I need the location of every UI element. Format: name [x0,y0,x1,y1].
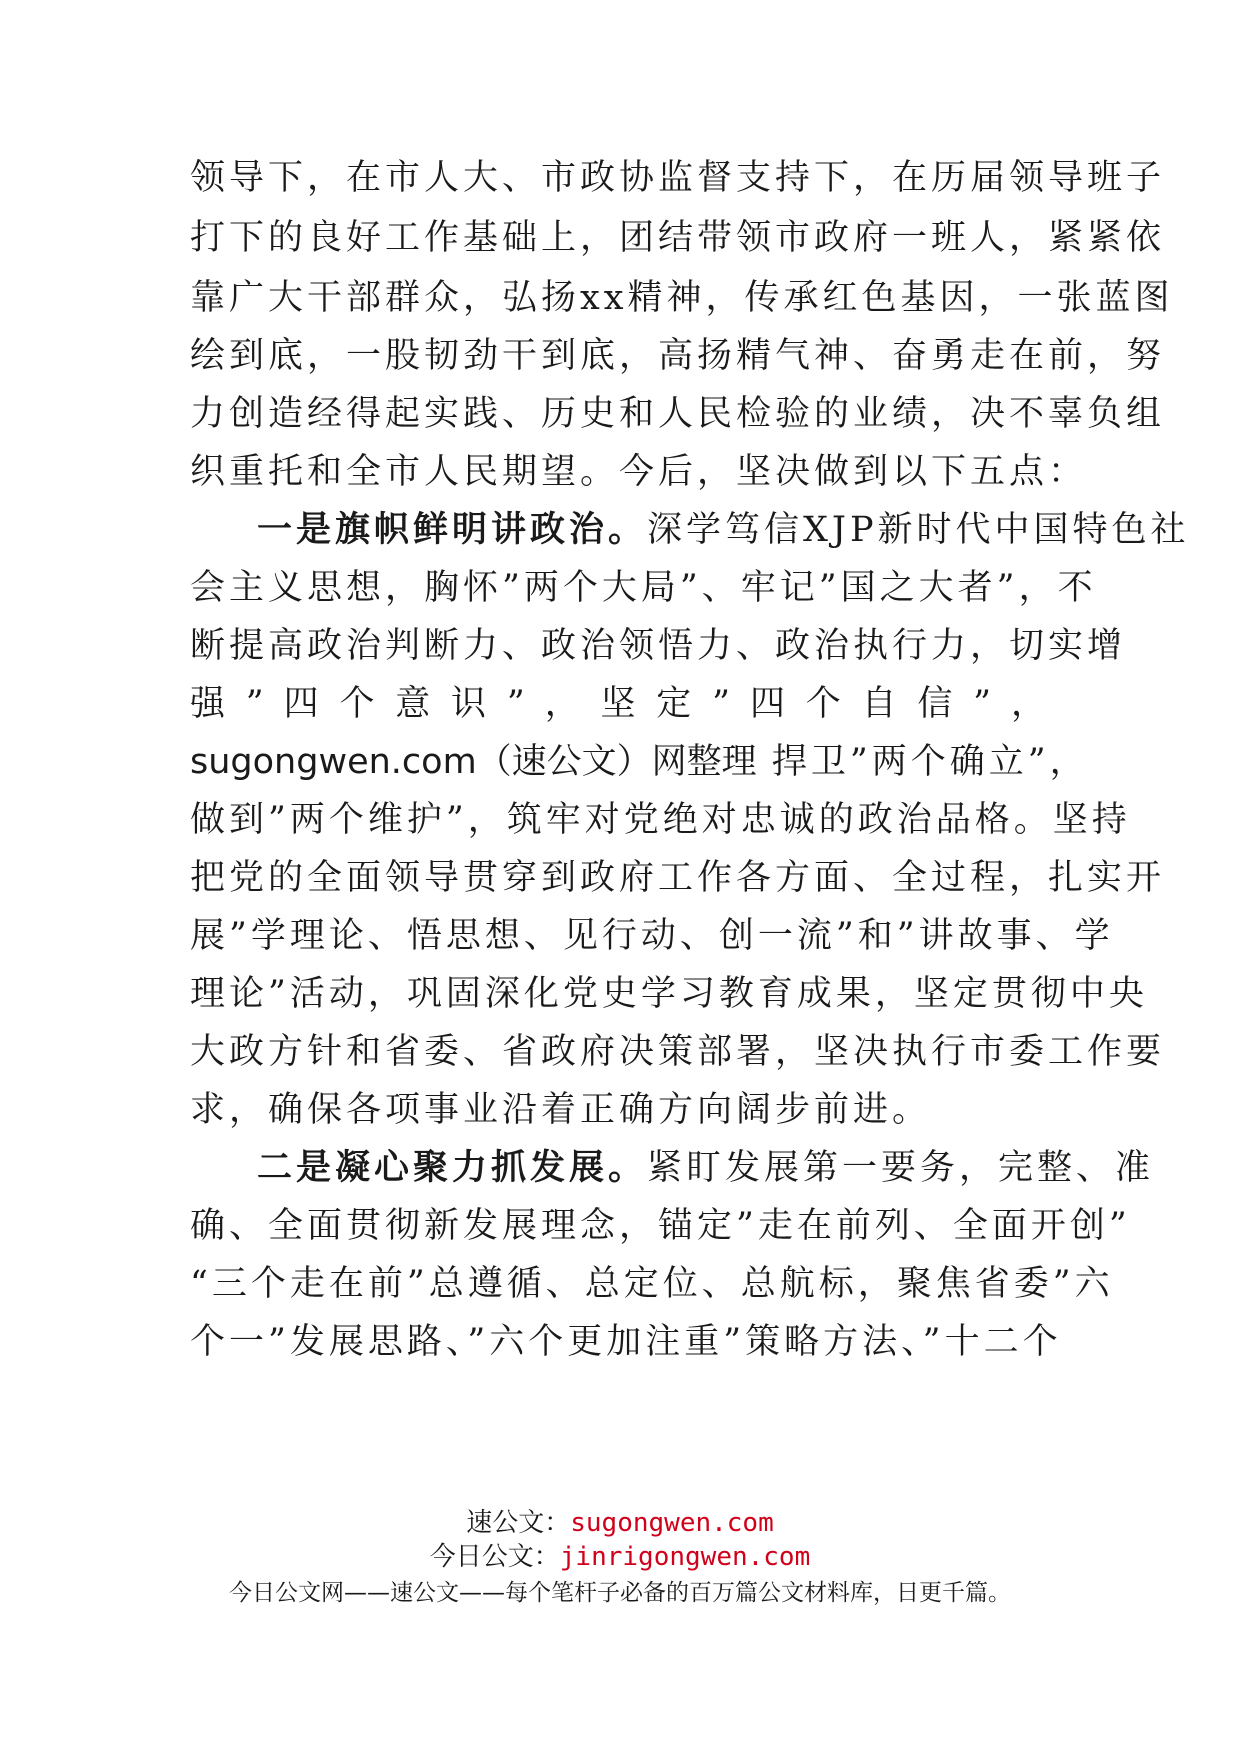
body-line: 力创造经得起实践、历史和人民检验的业绩，决不辜负组 [190,394,1166,434]
body-line: 断提高政治判断力、政治领悟力、政治执行力，切实增 [190,626,1127,666]
body-line: 强 ” 四 个 意 识 ” ， 坚 定 ” 四 个 自 信 ” ， [190,684,1050,724]
footer-line-2 [0,1540,1240,1574]
body-text: 捍卫”两个确立”， [771,742,1089,782]
watermark-line [190,740,1089,784]
body-line: “三个走在前”总遵循、总定位、总航标，聚焦省委”六 [190,1264,1114,1304]
footer-label: 今日公文： [429,1542,560,1572]
footer-label: 速公文： [466,1508,571,1538]
body-line: 织重托和全市人民期望。今后，坚决做到以下五点： [190,452,1088,492]
body-line: 会主义思想，胸怀”两个大局”、牢记”国之大者”，不 [190,568,1097,608]
inline-watermark: sugongwen.com（速公文）网整理 [190,742,757,782]
body-line: 确、全面贯彻新发展理念，锚定”走在前列、全面开创” [190,1206,1131,1246]
body-line: 大政方针和省委、省政府决策部署，坚决执行市委工作要 [190,1032,1166,1072]
footer-line-1 [0,1506,1240,1540]
body-text: 紧盯发展第一要务，完整、准 [647,1148,1155,1188]
body-line: 绘到底，一股韧劲干到底，高扬精气神、奋勇走在前，努 [190,336,1166,376]
point2-heading: 二是凝心聚力抓发展。 [257,1147,648,1188]
body-line: 理论”活动，巩固深化党史学习教育成果，坚定贯彻中央 [190,974,1148,1014]
body-text: 深学笃信XJP新时代中国特色社 [647,510,1190,550]
body-line: 做到”两个维护”，筑牢对党绝对忠诚的政治品格。坚持 [190,800,1131,840]
body-line: 个一”发展思路、”六个更加注重”策略方法、”十二个 [190,1322,1062,1362]
body-line: 领导下，在市人大、市政协监督支持下，在历届领导班子 [190,158,1166,198]
footer-url-link[interactable]: sugongwen.com [570,1508,774,1538]
body-line: 展”学理论、悟思想、见行动、创一流”和”讲故事、学 [190,916,1114,956]
point2-first-line [257,1146,1155,1190]
body-line: 打下的良好工作基础上，团结带领市政府一班人，紧紧依 [190,218,1166,258]
body-line: 靠广大干部群众，弘扬xx精神，传承红色基因，一张蓝图 [190,278,1174,318]
point1-first-line [257,508,1190,552]
point1-heading: 一是旗帜鲜明讲政治。 [257,509,648,550]
footer-url-link[interactable]: jinrigongwen.com [559,1542,811,1572]
body-line: 把党的全面领导贯穿到政府工作各方面、全过程，扎实开 [190,858,1166,898]
body-line: 求，确保各项事业沿着正确方向阔步前进。 [190,1090,932,1130]
footer-slogan: 今日公文网——速公文——每个笔杆子必备的百万篇公文材料库，日更千篇。 [229,1580,1011,1606]
